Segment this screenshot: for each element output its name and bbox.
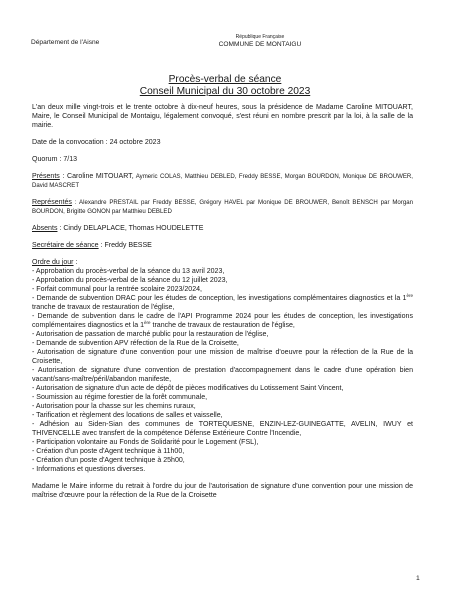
agenda-item: - Demande de subvention APV réfection de la Rue de la Croisette, <box>32 340 239 347</box>
agenda-item: - Adhésion au Siden-Sian des communes de TORTEQUESNE, ENZIN-LEZ-GUINEGATTE, AVELIN, IWUY et THIVENCELLE avec transfert de la compétence Défense Extérieure Contre l'Incendie, <box>32 421 413 437</box>
absents-text: : Cindy DELAPLACE, Thomas HOUDELETTE <box>57 225 204 232</box>
agenda-item: - Autorisation de signature d'une convention pour une mission de maîtrise d'oeuvre pour la réfection de la Rue de la Croisette, <box>32 349 413 365</box>
document-body <box>32 103 413 500</box>
ordinal-suffix: ère <box>144 320 151 325</box>
presents-names: Aymeric COLAS, Matthieu DEBLED, Freddy BESSE, Morgan BOURDON, Monique DE BROUWER, David MASCRET <box>32 173 413 189</box>
absents-paragraph <box>32 224 413 233</box>
agenda-item <box>32 294 413 312</box>
agenda-item-text: tranche de travaux de restauration de l'église, <box>150 322 295 329</box>
secretary-text: : Freddy BESSE <box>98 242 152 249</box>
agenda-item: - Approbation du procès-verbal de la séance du 13 avril 2023, <box>32 268 225 275</box>
agenda-item-text: tranche de travaux de restauration de l'église, <box>32 304 175 311</box>
document-title: Procès-verbal de séance <box>168 74 282 85</box>
document-subtitle: Conseil Municipal du 30 octobre 2023 <box>139 86 311 97</box>
convocation-date: Date de la convocation : 24 octobre 2023 <box>32 139 161 146</box>
represented-names: Benoît BENSCH par Morgan BOURDON, Brigitte GONON par Matthieu DEBLED <box>32 199 413 215</box>
presents-lead: : Caroline MITOUART, <box>59 173 134 180</box>
republic-label: République Française <box>235 34 285 40</box>
agenda-item: - Informations et questions diverses. <box>32 466 146 473</box>
represented-lead: : Alexandre PRESTAIL par Freddy BESSE, Grégory HAVEL par Monique DE BROUWER, <box>71 199 330 206</box>
represented-label: Représentés <box>32 199 72 206</box>
closing-paragraph: Madame le Maire informe du retrait à l'ordre du jour de l'autorisation de signature d'une convention pour une mission de maîtrise d'œuvre pour la réfection de la Rue de la Croisette <box>32 483 413 499</box>
agenda-list <box>32 267 413 474</box>
agenda-label: Ordre du jour <box>32 259 74 266</box>
agenda-item: - Autorisation pour la chasse sur les chemins ruraux, <box>32 403 196 410</box>
quorum: Quorum : 7/13 <box>32 156 78 163</box>
represented-paragraph <box>32 198 413 216</box>
agenda-item: - Autorisation de passation de marché public pour la restauration de l'église, <box>32 331 269 338</box>
secretary-paragraph <box>32 241 413 250</box>
agenda-item: - Création d'un poste d'Agent technique à 11h00, <box>32 448 185 455</box>
department-label: Département de l'Aisne <box>31 39 100 46</box>
agenda-item: - Création d'un poste d'Agent technique à 25h00, <box>32 457 185 464</box>
agenda-heading <box>32 258 413 267</box>
agenda-item: - Approbation du procès-verbal de la séance du 12 juillet 2023, <box>32 277 228 284</box>
agenda-item-text: - Demande de subvention dans le cadre de l'API Programme 2024 pour les études de conception, les investigations complémentaires diagnostics et la 1 <box>32 313 413 329</box>
agenda-item: - Forfait communal pour la rentrée scolaire 2023/2024, <box>32 286 202 293</box>
commune-header <box>205 34 315 49</box>
commune-name: COMMUNE DE MONTAIGU <box>218 41 302 48</box>
agenda-item: - Tarification et règlement des locations de salles et vaisselle, <box>32 412 223 419</box>
secretary-label: Secrétaire de séance <box>32 242 99 249</box>
agenda-item: - Soumission au régime forestier de la forêt communale, <box>32 394 208 401</box>
agenda-item: - Autorisation de signature d'une convention de prestation d'accompagnement dans le cadre d'une opération bien vacant/sans-maître/péril/abandon manifeste, <box>32 367 413 383</box>
agenda-item-text: - Demande de subvention DRAC pour les études de conception, les investigations complémentaires diagnostics et la 1 <box>32 295 407 302</box>
agenda-item: - Autorisation de signature d'un acte de dépôt de pièces modificatives du Lotissement Saint Vincent, <box>32 385 344 392</box>
page-number: 1 <box>416 575 420 582</box>
agenda-colon: : <box>73 259 78 266</box>
presents-paragraph <box>32 172 413 190</box>
presents-label: Présents <box>32 173 60 180</box>
agenda-item <box>32 312 413 330</box>
intro-paragraph: L'an deux mille vingt-trois et le trente octobre à dix-neuf heures, sous la présidence de Madame Caroline MITOUART, Maire, le Conseil Municipal de Montaigu, légalement convoqué, s'est réuni en nombre prescrit par la loi, à la salle de la mairie. <box>32 104 413 129</box>
agenda-item: - Participation volontaire au Fonds de Solidarité pour le Logement (FSL), <box>32 439 259 446</box>
absents-label: Absents <box>32 225 58 232</box>
ordinal-suffix: ère <box>406 293 413 298</box>
